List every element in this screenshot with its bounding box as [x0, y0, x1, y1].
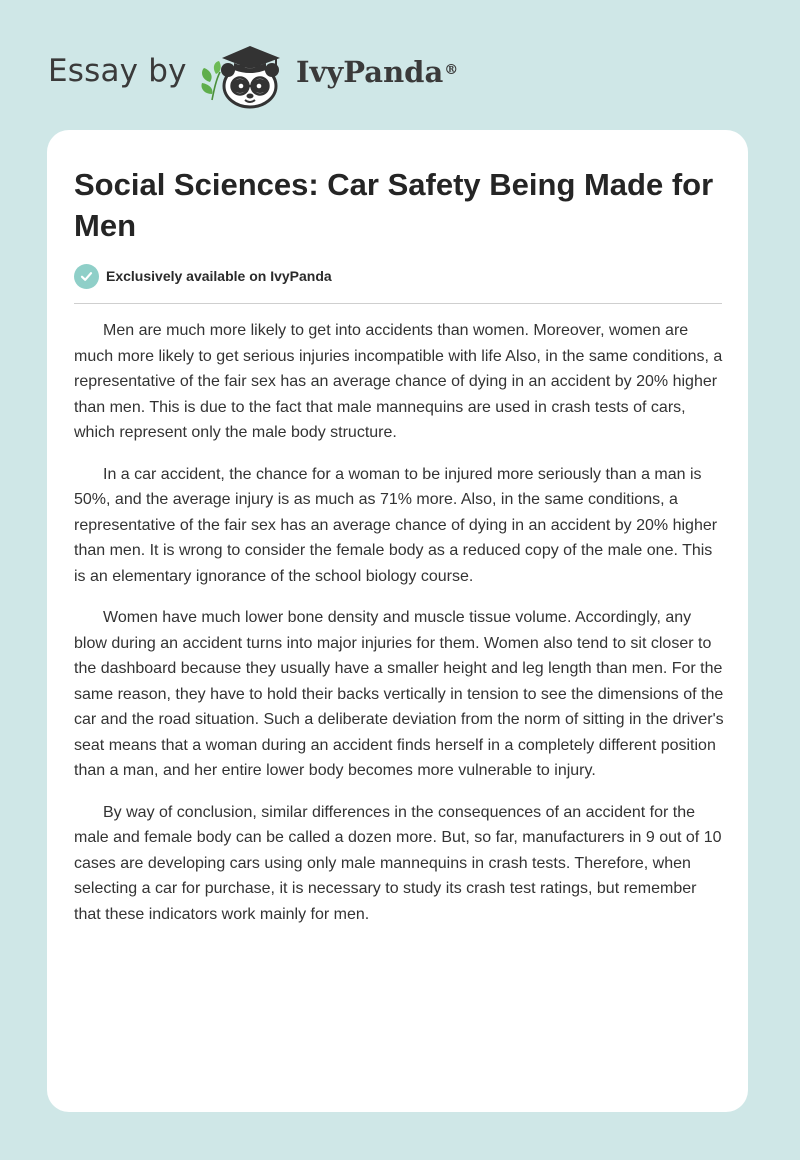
paragraph: Women have much lower bone density and muscle tissue volume. Accordingly, any blow during an accident turns into major injuries for them. Women also tend to sit closer to the dashboard because they usually have a smaller height and leg length than men. For the same reason, they have to hold their backs vertically in tension to see the dimensions of the car and the road situation. Such a deliberate deviation from the norm of sitting in the driver's seat means that a woman during an accident finds herself in a completely different position than a man, and her entire lower body becomes more vulnerable to injury.	[74, 609, 724, 779]
page-title: Social Sciences: Car Safety Being Made for Men	[74, 167, 714, 243]
essay-by-label: Essay by	[48, 53, 187, 89]
exclusive-badge-label: Exclusively available on IvyPanda	[106, 268, 332, 284]
registered-mark: ®	[444, 62, 459, 78]
essay-body	[74, 318, 724, 943]
exclusive-badge	[74, 263, 332, 289]
divider	[74, 303, 722, 304]
paragraph: Men are much more likely to get into accidents than women. Moreover, women are much more likely to get serious injuries incompatible with life Also, in the same conditions, a representative of the fair sex has an average chance of dying in an accident by 20% higher than men. This is due to the fact that male mannequins are used in crash tests of cars, which represent only the male body structure.	[74, 322, 723, 441]
site-header	[0, 0, 800, 130]
brand-name[interactable]: IvyPanda®	[296, 55, 459, 89]
essay-card	[47, 130, 748, 1112]
panda-graduate-icon[interactable]	[200, 36, 292, 110]
check-circle-icon	[74, 264, 99, 289]
paragraph: By way of conclusion, similar differences in the consequences of an accident for the male and female body can be called a dozen more. But, so far, manufacturers in 9 out of 10 cases are developing cars using only male mannequins in crash tests. Therefore, when selecting a car for purchase, it is necessary to study its crash test ratings, but remember that these indicators work mainly for men.	[74, 803, 722, 923]
paragraph: In a car accident, the chance for a woman to be injured more seriously than a man is 50%, and the average injury is as much as 71% more. Also, in the same conditions, a representative of the fair sex has an average chance of dying in an accident by 20% higher than men. It is wrong to consider the female body as a reduced copy of the male one. This is an elementary ignorance of the school biology course.	[74, 465, 718, 585]
leaf-icon	[201, 61, 220, 100]
